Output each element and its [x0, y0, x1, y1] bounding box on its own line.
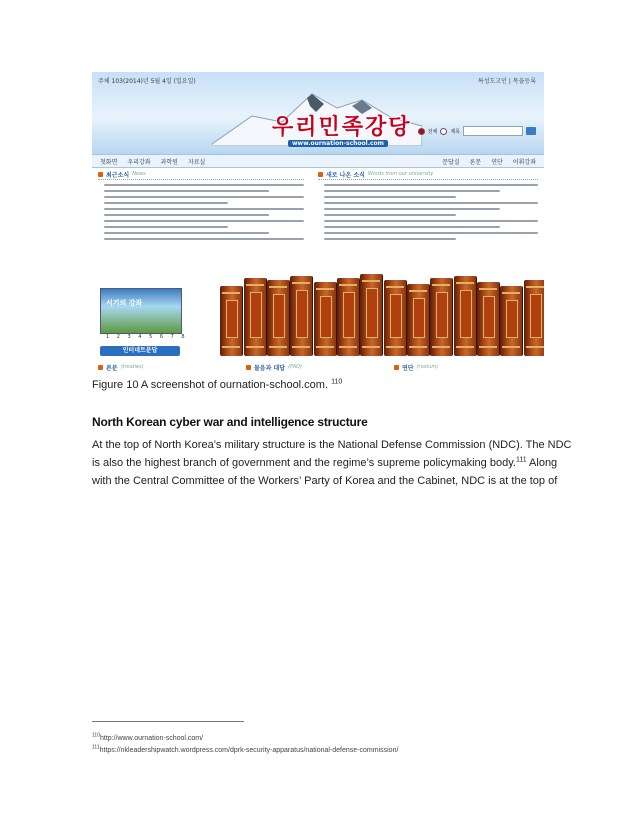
book-band	[246, 284, 264, 286]
nav-item[interactable]: 론문	[469, 159, 482, 166]
site-dateline: 주체 103(2014)년 5월 4일 (일요일)	[98, 78, 196, 85]
nav-left	[100, 157, 205, 166]
panel-title-text: 최근소식	[106, 171, 130, 179]
book-band	[292, 346, 310, 348]
footnotes	[92, 733, 398, 757]
updates-panel	[318, 169, 538, 265]
list-item[interactable]	[324, 214, 456, 216]
nav-item[interactable]: 연단	[491, 159, 503, 166]
search-option-all: 전체	[427, 128, 438, 135]
book-band	[526, 346, 544, 348]
book-spine[interactable]	[360, 274, 382, 356]
book-band	[246, 346, 264, 348]
treaties-title	[98, 362, 238, 372]
site-logo[interactable]: 우리민족강당	[272, 114, 412, 140]
list-item[interactable]	[324, 202, 538, 204]
bullet-icon	[98, 172, 103, 177]
rostum-title	[394, 362, 538, 372]
faq-panel	[246, 362, 386, 372]
book-label	[413, 298, 425, 338]
book-band	[222, 346, 240, 348]
updates-list	[318, 184, 538, 240]
book-spine[interactable]	[524, 280, 544, 356]
footnote-link[interactable]: https://nkleadershipwatch.wordpress.com/dprk-security-apparatus/national-defense-commission/	[99, 747, 399, 754]
bullet-icon	[246, 365, 251, 370]
radio-title[interactable]	[440, 128, 447, 135]
body-line-part: is also the highest branch of government and the regime’s supreme policymaking body.	[92, 457, 516, 469]
list-item[interactable]	[324, 184, 538, 186]
list-item[interactable]	[104, 232, 269, 234]
footnote-divider	[92, 721, 244, 722]
updates-panel-title	[318, 169, 538, 180]
book-band	[456, 282, 474, 284]
footnote	[92, 745, 398, 757]
section-heading: North Korean cyber war and intelligence structure	[92, 415, 368, 429]
nav-item[interactable]: 우리강좌	[127, 159, 151, 166]
book-label	[366, 288, 378, 338]
book-label	[343, 292, 355, 338]
book-band	[526, 286, 544, 288]
site-search	[418, 126, 536, 136]
list-item[interactable]	[324, 226, 500, 228]
panel-subtitle: Words from our university	[367, 171, 434, 177]
body-line-part: Along	[526, 457, 558, 469]
book-band	[409, 346, 427, 348]
footnote-number: 111	[92, 744, 100, 751]
book-collection	[92, 268, 544, 360]
book-label	[296, 290, 308, 338]
list-item[interactable]	[104, 226, 228, 228]
book-band	[479, 288, 497, 290]
internet-qa-banner[interactable]: 인터네트문답	[100, 346, 180, 356]
list-item[interactable]	[104, 214, 269, 216]
book-spine[interactable]	[454, 276, 476, 356]
book-label	[226, 300, 238, 338]
body-line: with the Central Committee of the Workers’ Party of Korea and the Cabinet, NDC is at the top of	[92, 475, 558, 487]
footnote-link[interactable]: http://www.ournation-school.com/	[99, 735, 204, 742]
radio-all[interactable]	[418, 128, 425, 135]
book-spine[interactable]	[430, 278, 452, 356]
list-item[interactable]	[104, 208, 304, 210]
book-label	[483, 296, 495, 338]
book-label	[530, 294, 542, 338]
panel-subtitle: News	[132, 171, 146, 177]
list-item[interactable]	[104, 238, 304, 240]
bullet-icon	[98, 365, 103, 370]
book-spine[interactable]	[477, 282, 499, 356]
book-band	[502, 346, 520, 348]
book-band	[339, 346, 357, 348]
book-band	[269, 286, 287, 288]
book-band	[386, 346, 404, 348]
book-band	[222, 292, 240, 294]
list-item[interactable]	[324, 232, 538, 234]
panel-title-text: 새로 나온 소식	[326, 171, 365, 179]
list-item[interactable]	[324, 238, 456, 240]
list-item[interactable]	[324, 208, 500, 210]
site-navbar	[92, 154, 544, 168]
news-panel	[98, 169, 304, 265]
panel-subtitle: (FAQ)	[288, 364, 302, 370]
panel-title-text: 론문	[106, 364, 118, 372]
search-option-title: 제목	[450, 128, 460, 135]
footnote-number: 110	[92, 732, 100, 739]
panel-title-text: 물음과 대답	[254, 364, 286, 372]
panel-subtitle: (rostum)	[416, 364, 439, 370]
bullet-icon	[318, 172, 323, 177]
figure-caption-text: Figure 10 A screenshot of ournation-school.com.	[92, 379, 329, 391]
book-spine[interactable]	[384, 280, 406, 356]
book-band	[316, 288, 334, 290]
book-spine[interactable]	[314, 282, 336, 356]
book-spine[interactable]	[290, 276, 312, 356]
list-item[interactable]	[324, 220, 538, 222]
book-band	[386, 286, 404, 288]
site-header	[92, 72, 544, 154]
book-band	[409, 290, 427, 292]
list-item[interactable]	[324, 190, 500, 192]
site-top-links[interactable]: 특성도고인 | 목을등록	[477, 78, 536, 85]
book-spine[interactable]	[244, 278, 266, 356]
book-band	[339, 284, 357, 286]
search-icon[interactable]	[526, 127, 536, 135]
panel-title-text: 연단	[402, 364, 414, 372]
book-spine[interactable]	[267, 280, 289, 356]
footnote-ref[interactable]: 110	[331, 378, 343, 386]
nav-item[interactable]: 과학원	[160, 159, 178, 166]
book-label	[390, 294, 402, 338]
book-label	[320, 296, 332, 338]
nav-item[interactable]: 첫화면	[100, 159, 118, 166]
list-item[interactable]	[104, 202, 228, 204]
site-url: www.ournation-school.com	[288, 140, 388, 147]
nav-right	[442, 157, 536, 166]
book-band	[479, 346, 497, 348]
book-band	[362, 280, 380, 282]
list-item[interactable]	[104, 190, 269, 192]
book-label	[436, 292, 448, 338]
lecture-banner-title: 서기의 강좌	[106, 299, 143, 307]
lecture-banner[interactable]	[100, 288, 182, 334]
book-band	[269, 346, 287, 348]
book-label	[250, 292, 262, 338]
book-band	[432, 284, 450, 286]
search-input[interactable]	[463, 126, 523, 136]
nav-item[interactable]: 문답실	[442, 159, 460, 166]
book-band	[432, 346, 450, 348]
nav-item[interactable]: 자료실	[187, 159, 206, 166]
list-item[interactable]	[324, 196, 456, 198]
news-panel-title	[98, 169, 304, 180]
treaties-panel	[98, 362, 238, 372]
news-list	[98, 184, 304, 240]
banner-pagination[interactable]: 1 2 3 4 5 6 7 8	[106, 334, 188, 340]
book-band	[502, 292, 520, 294]
list-item[interactable]	[104, 184, 304, 186]
faq-title	[246, 362, 386, 372]
book-band	[456, 346, 474, 348]
list-item[interactable]	[104, 220, 304, 222]
footnote-ref[interactable]: 111	[515, 456, 527, 464]
body-paragraph	[92, 436, 572, 490]
body-line: At the top of North Korea’s military structure is the National Defense Commission (NDC). The NDC	[92, 439, 572, 451]
book-band	[292, 282, 310, 284]
book-label	[460, 290, 472, 338]
website-screenshot	[92, 72, 544, 372]
panel-subtitle: (treaties)	[120, 364, 144, 370]
book-spine[interactable]	[407, 284, 429, 356]
book-spine[interactable]	[500, 286, 522, 356]
book-spine[interactable]	[337, 278, 359, 356]
book-label	[273, 294, 285, 338]
nav-item[interactable]: 어휘강좌	[512, 159, 536, 166]
book-band	[316, 346, 334, 348]
body-line	[92, 454, 558, 472]
book-band	[362, 346, 380, 348]
book-spine[interactable]	[220, 286, 242, 356]
footnote	[92, 733, 398, 745]
rostum-panel	[394, 362, 538, 372]
book-label	[506, 300, 518, 338]
bullet-icon	[394, 365, 399, 370]
figure-caption	[92, 379, 342, 391]
list-item[interactable]	[104, 196, 304, 198]
